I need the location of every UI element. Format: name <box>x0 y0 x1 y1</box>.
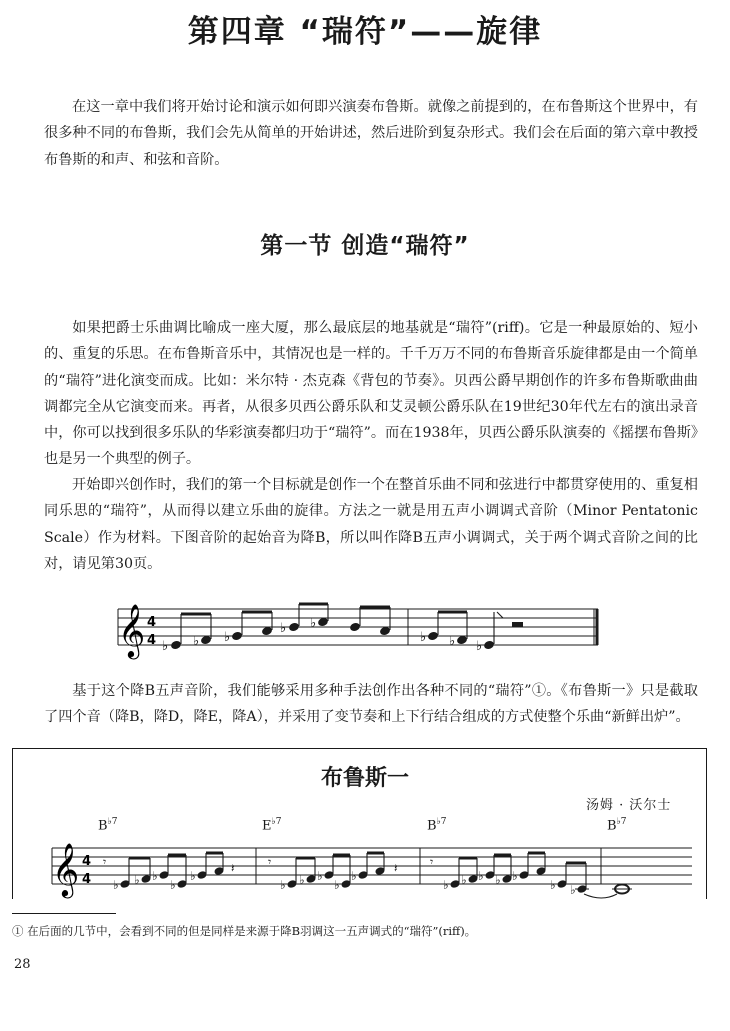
tune-time-sig-bottom: 4 <box>82 872 92 887</box>
body-paragraph-2: 开始即兴创作时，我们的第一个目标就是创作一个在整首乐曲不同和弦进行中都贯穿使用的、重复相同乐思的“瑞符”，从而得以建立乐曲的旋律。方法之一就是用五声小调调式音阶（Minor Pentatonic Scale）作为材料。下图音阶的起始音为降B，所以叫作降B五声小调调式，关于两个调式音阶之间的比对，请见第30页。 <box>44 477 698 572</box>
tune-time-sig-top: 4 <box>82 854 92 869</box>
intro-paragraph: 在这一章中我们将开始讨论和演示如何即兴演奏布鲁斯。就像之前提到的，在布鲁斯这个世界中，有很多种不同的布鲁斯，我们会先从简单的开始讲述，然后进阶到复杂形式。我们会在后面的第六章中教授布鲁斯的和声、和弦和音阶。 <box>44 99 698 168</box>
chapter-title: 第四章 “瑞符”——旋律 <box>187 14 543 50</box>
svg-text:♭: ♭ <box>224 630 231 645</box>
chord-symbol-3: $B^{♭7}$ <box>427 817 447 834</box>
svg-text:♭: ♭ <box>476 639 483 654</box>
svg-text:𝄾: 𝄾 <box>430 855 434 869</box>
svg-text:♭: ♭ <box>162 639 169 654</box>
svg-text:♭: ♭ <box>449 634 456 649</box>
body-paragraph-1: 如果把爵士乐曲调比喻成一座大厦，那么最底层的地基就是“瑞符”(riff)。它是一种最原始的、短小的、重复的乐思。在布鲁斯音乐中，其情况也是一样的。千千万万不同的布鲁斯音乐旋律都是由一个简单的“瑞符”进化演变而成。比如：米尔特 · 杰克森《背包的节奏》。贝西公爵早期创作的许多布鲁斯歌曲曲调都完全从它演变而来。再者，从很多贝西公爵乐队和艾灵顿公爵乐队在19世纪30年代左右的演出录音中，你可以找到很多乐队的华彩演奏都归功于“瑞符”。而在1938年，贝西公爵乐队演奏的《摇摆布鲁斯》也是另一个典型的例子。 <box>44 320 698 468</box>
svg-text:♭: ♭ <box>170 878 176 892</box>
svg-text:♭: ♭ <box>443 878 449 892</box>
chord-symbol-1: $B^{♭7}$ <box>98 817 118 834</box>
svg-text:♭: ♭ <box>299 873 305 887</box>
svg-text:𝄽: 𝄽 <box>394 861 398 875</box>
svg-text:𝄽: 𝄽 <box>231 861 235 875</box>
chord-symbol-4: $B^{♭7}$ <box>607 817 627 834</box>
footnote: ① 在后面的几节中，会看到不同的但是同样是来源于降B羽调这一五声调式的“瑞符”(riff)。 <box>12 924 477 938</box>
svg-text:♭: ♭ <box>113 878 119 892</box>
page-number: 28 <box>14 957 31 972</box>
treble-clef-icon: 𝄞 <box>52 842 80 896</box>
time-sig-top: 4 <box>147 615 157 630</box>
time-sig-bottom: 4 <box>147 633 157 648</box>
svg-text:♭: ♭ <box>190 869 196 883</box>
svg-text:♭: ♭ <box>495 873 501 887</box>
svg-text:♭: ♭ <box>152 869 158 883</box>
svg-text:♭: ♭ <box>134 873 140 887</box>
svg-text:♭: ♭ <box>351 869 357 883</box>
tune-title: 布鲁斯一 <box>320 766 409 791</box>
section-title: 第一节 创造“瑞符” <box>260 233 470 259</box>
svg-text:♭: ♭ <box>193 634 200 649</box>
svg-text:♭: ♭ <box>280 621 287 636</box>
svg-text:♭: ♭ <box>310 616 317 631</box>
svg-text:♭: ♭ <box>478 869 484 883</box>
chord-symbol-2: $E^{♭7}$ <box>262 817 282 834</box>
footnote-rule <box>12 913 116 914</box>
svg-text:♭: ♭ <box>550 878 556 892</box>
svg-text:♭: ♭ <box>317 869 323 883</box>
svg-text:♭: ♭ <box>512 869 518 883</box>
svg-text:♭: ♭ <box>334 878 340 892</box>
body-paragraph-3: 基于这个降B五声音阶，我们能够采用多种手法创作出各种不同的“瑞符”①。《布鲁斯一》只是截取了四个音（降B，降D，降E，降A），并采用了变节奏和上下行结合组成的方式使整个乐曲“新鲜出炉”。 <box>44 683 698 726</box>
treble-clef-icon: 𝄞 <box>118 603 146 657</box>
svg-text:♭: ♭ <box>461 873 467 887</box>
tune-composer: 汤姆 · 沃尔士 <box>586 798 672 813</box>
svg-text:♭: ♭ <box>570 883 576 897</box>
svg-text:𝄾: 𝄾 <box>268 855 272 869</box>
svg-text:𝄾: 𝄾 <box>103 855 107 869</box>
svg-text:♭: ♭ <box>420 630 427 645</box>
svg-text:♭: ♭ <box>280 878 286 892</box>
